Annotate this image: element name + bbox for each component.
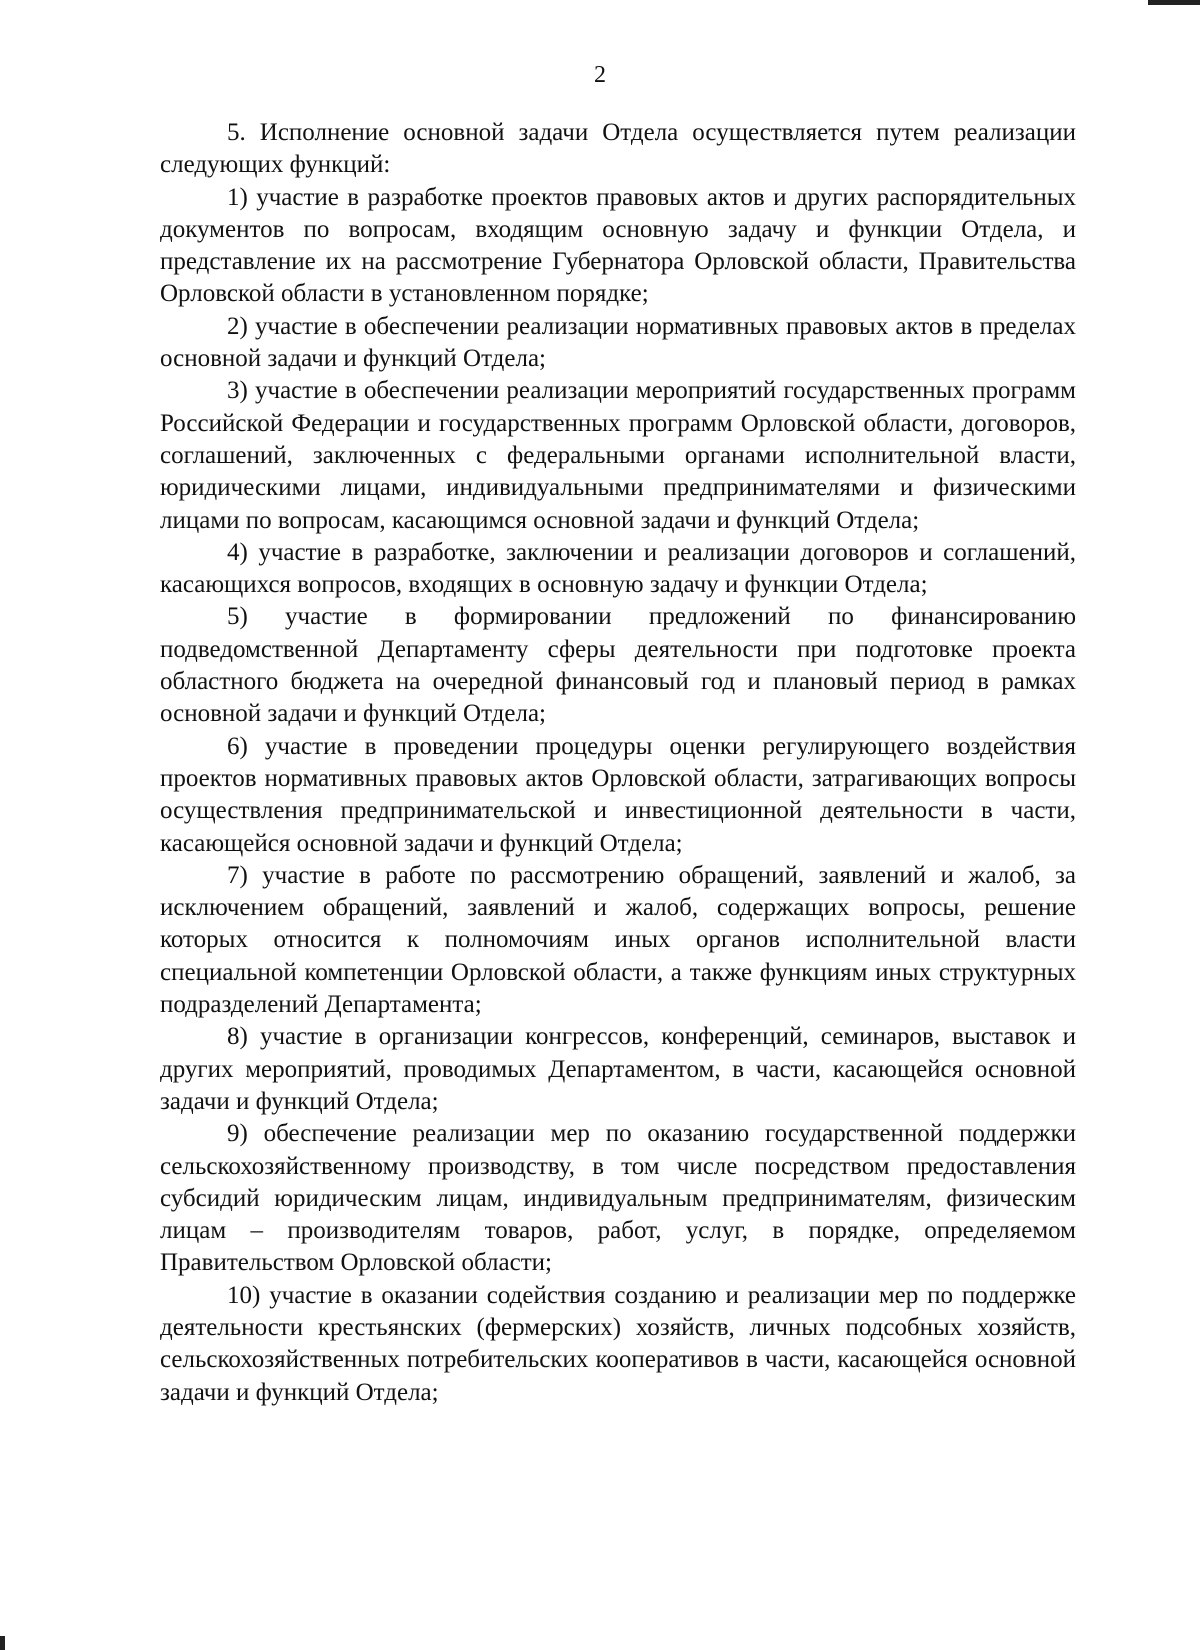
paragraph-item-1: 1) участие в разработке проектов правовых актов и других распорядительных документов по вопросам, входящим основную задачу и функции Отдела, и представление их на рассмотрение Губернатора Орловской области, Правительства Орловской области в установленном порядке; — [160, 183, 1076, 308]
paragraph-item-2: 2) участие в обеспечении реализации нормативных правовых актов в пределах основной задачи и функций Отдела; — [160, 312, 1076, 373]
paragraph-item-7: 7) участие в работе по рассмотрению обращений, заявлений и жалоб, за исключением обращений, заявлений и жалоб, содержащих вопросы, решение которых относится к полномочиям иных органов исполнительной власти специальной компетенции Орловской области, а также функциям иных структурных подразделений Департамента; — [160, 861, 1076, 1019]
document-body — [160, 117, 1076, 1409]
paragraph-item-5: 5) участие в формировании предложений по финансированию подведомственной Департаменту сферы деятельности при подготовке проекта областного бюджета на очередной финансовый год и плановый период в рамках основной задачи и функций Отдела; — [160, 603, 1076, 728]
paragraph-item-9: 9) обеспечение реализации мер по оказанию государственной поддержки сельскохозяйственному производству, в том числе посредством предоставления субсидий юридическим лицам, индивидуальным предпринимателям, физическим лицам – производителям товаров, работ, услуг, в порядке, определяемом Правительством Орловской области; — [160, 1120, 1076, 1277]
scan-edge-mark — [1148, 0, 1200, 5]
paragraph-item-6: 6) участие в проведении процедуры оценки регулирующего воздействия проектов нормативных правовых актов Орловской области, затрагивающих вопросы осуществления предпринимательской и инвестиционной деятельности в части, касающейся основной задачи и функций Отдела; — [160, 732, 1076, 857]
paragraph-item-4: 4) участие в разработке, заключении и реализации договоров и соглашений, касающихся вопросов, входящих в основную задачу и функции Отдела; — [160, 538, 1076, 599]
paragraph-intro: 5. Исполнение основной задачи Отдела осуществляется путем реализации следующих функций: — [160, 119, 1076, 179]
paragraph-item-10: 10) участие в оказании содействия созданию и реализации мер по поддержке деятельности крестьянских (фермерских) хозяйств, личных подсобных хозяйств, сельскохозяйственных потребительских кооперативов в части, касающейся основной задачи и функций Отдела; — [160, 1281, 1076, 1406]
paragraph-item-3: 3) участие в обеспечении реализации мероприятий государственных программ Российской Федерации и государственных программ Орловской области, договоров, соглашений, заключенных с федеральными органами исполнительной власти, юридическими лицами, индивидуальными предпринимателями и физическими лицами по вопросам, касающимся основной задачи и функций Отдела; — [160, 377, 1076, 534]
page-number: 2 — [594, 62, 606, 88]
paragraph-item-8: 8) участие в организации конгрессов, конференций, семинаров, выставок и других мероприятий, проводимых Департаментом, в части, касающейся основной задачи и функций Отдела; — [160, 1023, 1076, 1115]
scan-edge-mark — [0, 1636, 5, 1650]
